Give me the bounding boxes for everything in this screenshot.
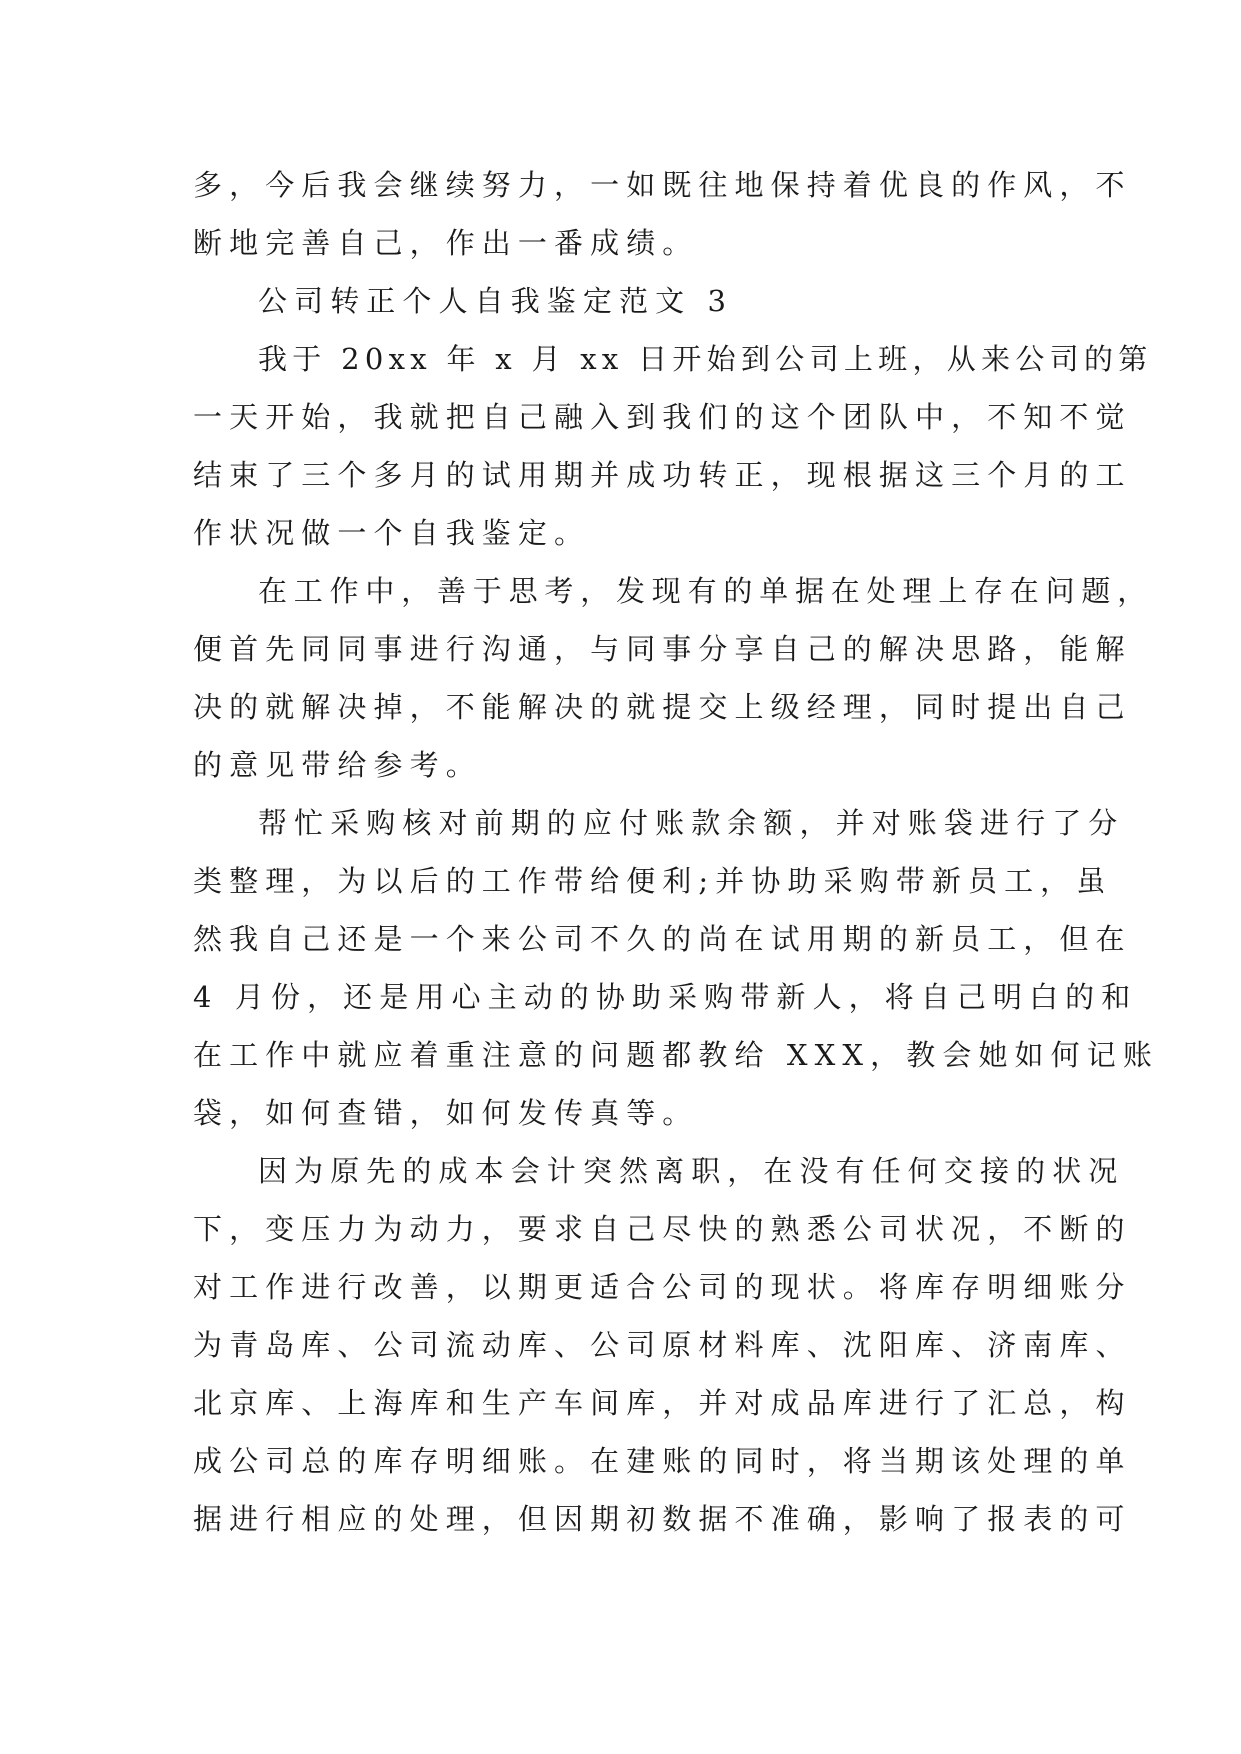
text-line: 4 月份，还是用心主动的协助采购带新人，将自己明白的和	[193, 980, 1138, 1014]
text-line: 断地完善自己，作出一番成绩。	[193, 226, 699, 260]
text-line: 多，今后我会继续努力，一如既往地保持着优良的作风，不	[193, 168, 1132, 202]
text-line: 为青岛库、公司流动库、公司原材料库、沈阳库、济南库、	[193, 1328, 1132, 1362]
text-line: 成公司总的库存明细账。在建账的同时，将当期该处理的单	[193, 1444, 1132, 1478]
text-line: 类整理，为以后的工作带给便利;并协助采购带新员工，虽	[193, 864, 1113, 898]
text-line: 结束了三个多月的试用期并成功转正，现根据这三个月的工	[193, 458, 1132, 492]
text-line: 一天开始，我就把自己融入到我们的这个团队中，不知不觉	[193, 400, 1132, 434]
text-line: 下，变压力为动力，要求自己尽快的熟悉公司状况，不断的	[193, 1212, 1132, 1246]
text-line: 作状况做一个自我鉴定。	[193, 516, 591, 550]
paragraph-start: 在工作中，善于思考，发现有的单据在处理上存在问题，	[258, 574, 1154, 608]
text-line: 便首先同同事进行沟通，与同事分享自己的解决思路，能解	[193, 632, 1132, 666]
text-line: 对工作进行改善，以期更适合公司的现状。将库存明细账分	[193, 1270, 1132, 1304]
text-line: 北京库、上海库和生产车间库，并对成品库进行了汇总，构	[193, 1386, 1132, 1420]
paragraph-start: 帮忙采购核对前期的应付账款余额，并对账袋进行了分	[258, 806, 1125, 840]
text-line: 决的就解决掉，不能解决的就提交上级经理，同时提出自己	[193, 690, 1132, 724]
text-line: 袋，如何查错，如何发传真等。	[193, 1096, 699, 1130]
text-line: 据进行相应的处理，但因期初数据不准确，影响了报表的可	[193, 1502, 1132, 1536]
paragraph-start: 我于 20xx 年 x 月 xx 日开始到公司上班，从来公司的第	[258, 342, 1153, 376]
text-line: 在工作中就应着重注意的问题都教给 XXX，教会她如何记账	[193, 1038, 1159, 1072]
paragraph-start: 因为原先的成本会计突然离职，在没有任何交接的状况	[258, 1154, 1125, 1188]
text-line: 的意见带给参考。	[193, 748, 482, 782]
text-line: 然我自己还是一个来公司不久的尚在试用期的新员工，但在	[193, 922, 1132, 956]
section-heading: 公司转正个人自我鉴定范文 3	[258, 284, 734, 318]
